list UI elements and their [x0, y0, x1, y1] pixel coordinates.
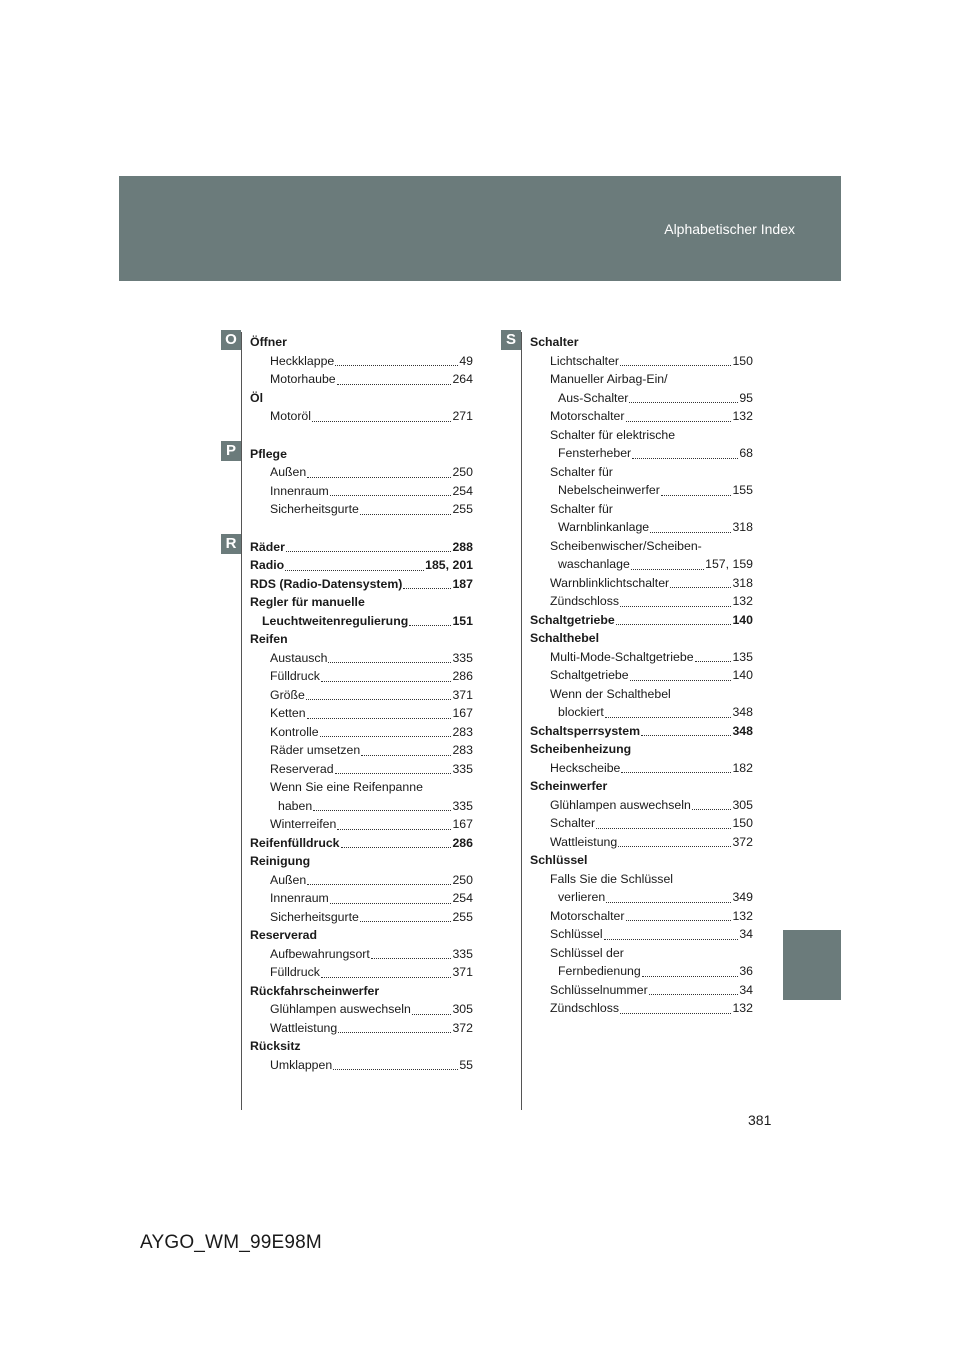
index-term: Regler für manuelle	[250, 595, 365, 609]
leader-dots	[630, 680, 732, 681]
index-term: Manueller Airbag-Ein/	[550, 372, 668, 386]
index-entry	[250, 630, 473, 649]
page-reference: 167	[452, 817, 473, 831]
index-entry	[530, 537, 753, 556]
index-entry	[530, 796, 753, 815]
page-reference: 318	[732, 575, 753, 590]
page-reference: 140	[732, 612, 753, 627]
page-reference: 288	[452, 539, 473, 554]
page-reference: 254	[452, 891, 473, 905]
index-term: verlieren	[558, 890, 606, 904]
page-reference: 132	[732, 594, 753, 608]
index-term: Schalter	[530, 335, 579, 349]
leader-dots	[629, 402, 738, 403]
index-term: Wattleistung	[270, 1020, 338, 1035]
page-reference: 264	[452, 372, 473, 386]
page-reference: 36	[739, 964, 753, 978]
index-entry	[530, 611, 753, 630]
index-term: Außen	[270, 465, 307, 479]
index-entry	[250, 593, 473, 612]
index-entry	[530, 870, 753, 889]
index-term: Scheibenwischer/Scheiben-	[550, 538, 702, 553]
leader-dots	[371, 958, 452, 959]
index-term: Reserverad	[270, 761, 334, 776]
column-divider-left	[241, 332, 242, 1110]
index-entry	[530, 888, 753, 907]
index-term: Schaltgetriebe	[530, 612, 615, 627]
section-gap	[250, 519, 473, 538]
leader-dots	[320, 736, 452, 737]
index-entry	[530, 907, 753, 926]
leader-dots	[403, 588, 451, 589]
page-title: Alphabetischer Index	[664, 221, 795, 237]
index-term: Schalter für elektrische	[550, 427, 676, 442]
page-reference: 135	[732, 649, 753, 664]
section-gap	[250, 426, 473, 445]
index-entry	[530, 500, 753, 519]
leader-dots	[335, 365, 458, 366]
index-entry	[530, 648, 753, 667]
index-entry	[250, 370, 473, 389]
index-entry	[530, 685, 753, 704]
index-term: Austausch	[270, 650, 328, 665]
index-entry	[250, 741, 473, 760]
page-reference: 132	[732, 409, 753, 423]
index-entry	[250, 667, 473, 686]
index-entry	[250, 352, 473, 371]
index-term: haben	[278, 798, 313, 813]
index-entry	[250, 649, 473, 668]
leader-dots	[650, 532, 731, 533]
page-reference: 305	[732, 797, 753, 812]
index-entry	[250, 556, 473, 575]
index-entry	[250, 926, 473, 945]
leader-dots	[286, 551, 452, 552]
index-term: Motorschalter	[550, 908, 625, 923]
index-term: Wenn der Schalthebel	[550, 686, 671, 701]
leader-dots	[330, 495, 452, 496]
index-entry	[530, 389, 753, 408]
index-entry	[530, 481, 753, 500]
index-entry	[530, 426, 753, 445]
page-reference: 185, 201	[425, 558, 473, 572]
index-entry	[250, 1037, 473, 1056]
index-entry	[530, 370, 753, 389]
index-entry	[250, 463, 473, 482]
leader-dots	[360, 921, 452, 922]
index-term: Glühlampen auswechseln	[270, 1002, 411, 1016]
index-entry	[530, 574, 753, 593]
leader-dots	[412, 1014, 452, 1015]
index-entry	[250, 778, 473, 797]
index-term: Multi-Mode-Schaltgetriebe	[550, 649, 694, 664]
index-entry	[250, 407, 473, 426]
leader-dots	[606, 902, 731, 903]
page-number: 381	[748, 1112, 772, 1128]
leader-dots	[360, 514, 452, 515]
index-term: Räder umsetzen	[270, 743, 361, 757]
index-entry	[250, 834, 473, 853]
index-term: Zündschloss	[550, 594, 620, 608]
leader-dots	[321, 681, 452, 682]
index-entry	[250, 760, 473, 779]
leader-dots	[626, 421, 732, 422]
page-reference: 371	[452, 687, 473, 702]
index-entry	[530, 518, 753, 537]
index-term: Innenraum	[270, 891, 329, 905]
index-entry	[530, 666, 753, 685]
index-entry	[530, 629, 753, 648]
leader-dots	[307, 718, 452, 719]
index-entry	[250, 723, 473, 742]
index-entry	[250, 797, 473, 816]
leader-dots	[620, 1013, 731, 1014]
index-entry	[530, 740, 753, 759]
page-reference: 348	[732, 723, 753, 738]
index-term: Schalter	[550, 816, 596, 830]
page-reference: 335	[452, 946, 473, 961]
index-term: Öffner	[250, 335, 287, 349]
leader-dots	[328, 662, 451, 663]
index-entry	[530, 777, 753, 796]
page-reference: 335	[452, 798, 473, 813]
index-entry	[530, 444, 753, 463]
page-reference: 286	[452, 835, 473, 850]
leader-dots	[596, 828, 731, 829]
index-entry	[530, 407, 753, 426]
leader-dots	[692, 809, 732, 810]
index-term: Reserverad	[250, 928, 317, 942]
index-term: Scheibenheizung	[530, 742, 632, 756]
index-entry	[250, 389, 473, 408]
column-divider-right	[521, 332, 522, 1110]
index-entry	[530, 962, 753, 981]
chapter-tab	[783, 930, 841, 1000]
leader-dots	[618, 846, 731, 847]
page-reference: 348	[732, 705, 753, 719]
index-entry	[530, 463, 753, 482]
index-entry	[250, 815, 473, 834]
index-term: Sicherheitsgurte	[270, 502, 359, 516]
leader-dots	[626, 920, 732, 921]
leader-dots	[321, 977, 452, 978]
index-term: Warnblinklichtschalter	[550, 575, 670, 590]
leader-dots	[333, 1069, 458, 1070]
index-entry	[250, 612, 473, 631]
index-term: Schlüssel der	[550, 945, 624, 960]
index-entry	[250, 1019, 473, 1038]
index-entry	[250, 945, 473, 964]
index-term: Leuchtweitenregulierung	[262, 613, 409, 628]
index-entry	[530, 925, 753, 944]
index-term: Schlüsselnummer	[550, 982, 648, 997]
index-entry	[530, 333, 753, 352]
page-reference: 371	[452, 965, 473, 979]
index-term: Motorschalter	[550, 409, 625, 423]
index-term: Wenn Sie eine Reifenpanne	[270, 780, 423, 794]
index-entry	[530, 833, 753, 852]
index-term: Heckscheibe	[550, 760, 621, 775]
page-reference: 132	[732, 908, 753, 923]
index-column-left	[250, 333, 473, 1074]
section-letter-o: O	[221, 330, 241, 350]
page-reference: 335	[452, 650, 473, 665]
index-term: Schaltsperrsystem	[530, 723, 641, 738]
index-term: Zündschloss	[550, 1001, 620, 1015]
leader-dots	[312, 421, 451, 422]
index-term: Außen	[270, 872, 307, 887]
index-term: Winterreifen	[270, 817, 337, 831]
leader-dots	[616, 624, 732, 625]
index-entry	[250, 704, 473, 723]
index-term: Fernbedienung	[558, 964, 641, 978]
index-term: Aus-Schalter	[558, 390, 629, 405]
page-reference: 372	[732, 834, 753, 849]
leader-dots	[649, 994, 739, 995]
leader-dots	[631, 569, 704, 570]
leader-dots	[338, 1032, 451, 1033]
page-reference: 255	[452, 502, 473, 516]
index-term: Reinigung	[250, 854, 311, 868]
index-term: Reifenfülldruck	[250, 835, 340, 850]
header-band	[119, 176, 841, 281]
index-entry	[530, 851, 753, 870]
leader-dots	[307, 477, 451, 478]
index-entry	[250, 333, 473, 352]
index-term: Scheinwerfer	[530, 779, 608, 793]
index-term: blockiert	[558, 705, 604, 719]
index-term: Fülldruck	[270, 669, 320, 683]
index-term: Kontrolle	[270, 724, 319, 739]
leader-dots	[313, 810, 451, 811]
index-term: Umklappen	[270, 1057, 333, 1072]
leader-dots	[604, 939, 739, 940]
index-term: Schlüssel	[550, 927, 603, 941]
page-reference: 95	[739, 390, 753, 405]
index-term: waschanlage	[558, 557, 630, 571]
leader-dots	[642, 976, 739, 977]
index-term: Falls Sie die Schlüssel	[550, 871, 674, 886]
index-term: Schaltgetriebe	[550, 668, 629, 682]
page-reference: 250	[452, 465, 473, 479]
index-term: Öl	[250, 390, 263, 405]
index-term: Schalthebel	[530, 631, 600, 645]
page-reference: 49	[459, 353, 473, 368]
page-reference: 283	[452, 743, 473, 757]
index-term: Glühlampen auswechseln	[550, 797, 691, 812]
page-reference: 167	[452, 706, 473, 720]
index-term: RDS (Radio-Datensystem)	[250, 576, 403, 591]
page-reference: 254	[452, 483, 473, 498]
leader-dots	[335, 773, 452, 774]
page-reference: 157, 159	[705, 557, 753, 571]
index-entry	[530, 814, 753, 833]
page-reference: 349	[732, 890, 753, 904]
leader-dots	[307, 884, 451, 885]
section-letter-p: P	[221, 441, 241, 461]
leader-dots	[605, 717, 732, 718]
index-entry	[530, 944, 753, 963]
index-term: Wattleistung	[550, 834, 618, 849]
index-term: Fülldruck	[270, 965, 320, 979]
index-entry	[530, 722, 753, 741]
index-term: Rücksitz	[250, 1039, 301, 1053]
page-reference: 250	[452, 872, 473, 887]
index-term: Schlüssel	[530, 853, 588, 867]
page-reference: 155	[732, 483, 753, 497]
index-term: Schalter für	[550, 501, 613, 516]
leader-dots	[641, 735, 731, 736]
leader-dots	[620, 365, 731, 366]
page-reference: 140	[732, 668, 753, 682]
leader-dots	[661, 495, 732, 496]
index-term: Heckklappe	[270, 353, 335, 368]
index-term: Schalter für	[550, 464, 613, 479]
index-term: Rückfahrscheinwerfer	[250, 983, 380, 998]
index-term: Ketten	[270, 706, 306, 720]
index-term: Lichtschalter	[550, 353, 620, 368]
page-reference: 182	[732, 760, 753, 775]
index-term: Warnblinkanlage	[558, 520, 650, 534]
page-reference: 335	[452, 761, 473, 776]
page-reference: 150	[732, 353, 753, 368]
index-entry	[250, 500, 473, 519]
leader-dots	[306, 699, 452, 700]
index-entry	[530, 759, 753, 778]
index-entry	[530, 999, 753, 1018]
leader-dots	[632, 458, 738, 459]
page-reference: 271	[452, 409, 473, 423]
index-entry	[250, 871, 473, 890]
page-reference: 283	[452, 724, 473, 739]
leader-dots	[670, 587, 731, 588]
index-entry	[530, 555, 753, 574]
index-term: Größe	[270, 687, 305, 702]
leader-dots	[621, 772, 731, 773]
index-entry	[250, 908, 473, 927]
leader-dots	[695, 661, 732, 662]
leader-dots	[337, 384, 452, 385]
leader-dots	[285, 570, 424, 571]
page-reference: 187	[452, 576, 473, 591]
page-reference: 305	[452, 1002, 473, 1016]
index-entry	[250, 482, 473, 501]
leader-dots	[337, 829, 451, 830]
index-term: Radio	[250, 558, 285, 572]
index-entry	[530, 592, 753, 611]
index-entry	[250, 686, 473, 705]
page-reference: 55	[459, 1057, 473, 1072]
index-entry	[250, 889, 473, 908]
index-entry	[250, 445, 473, 464]
index-term: Motorhaube	[270, 372, 336, 386]
index-entry	[250, 1056, 473, 1075]
index-term: Aufbewahrungsort	[270, 946, 370, 961]
index-entry	[250, 538, 473, 557]
index-term: Sicherheitsgurte	[270, 909, 359, 924]
index-term: Nebelscheinwerfer	[558, 483, 660, 497]
index-entry	[250, 963, 473, 982]
index-entry	[250, 982, 473, 1001]
page-reference: 34	[739, 927, 753, 941]
index-term: Räder	[250, 539, 285, 554]
index-term: Innenraum	[270, 483, 329, 498]
index-entry	[250, 1000, 473, 1019]
page-reference: 318	[732, 520, 753, 534]
index-term: Fensterheber	[558, 446, 632, 460]
leader-dots	[361, 755, 451, 756]
page-reference: 255	[452, 909, 473, 924]
index-entry	[250, 852, 473, 871]
leader-dots	[620, 606, 731, 607]
page-reference: 132	[732, 1001, 753, 1015]
leader-dots	[409, 625, 451, 626]
index-entry	[530, 352, 753, 371]
index-entry	[530, 703, 753, 722]
index-term: Reifen	[250, 632, 288, 646]
page-reference: 286	[452, 669, 473, 683]
section-letter-s: S	[501, 330, 521, 350]
page-reference: 372	[452, 1020, 473, 1035]
page-reference: 151	[452, 613, 473, 628]
index-column-right	[530, 333, 753, 1018]
leader-dots	[341, 847, 452, 848]
index-entry	[250, 575, 473, 594]
page-reference: 34	[739, 982, 753, 997]
document-code: AYGO_WM_99E98M	[140, 1232, 322, 1253]
page-reference: 68	[739, 446, 753, 460]
section-letter-r: R	[221, 534, 241, 554]
index-term: Pflege	[250, 446, 287, 461]
index-entry	[530, 981, 753, 1000]
leader-dots	[330, 903, 452, 904]
page-reference: 150	[732, 816, 753, 830]
index-term: Motoröl	[270, 409, 312, 423]
